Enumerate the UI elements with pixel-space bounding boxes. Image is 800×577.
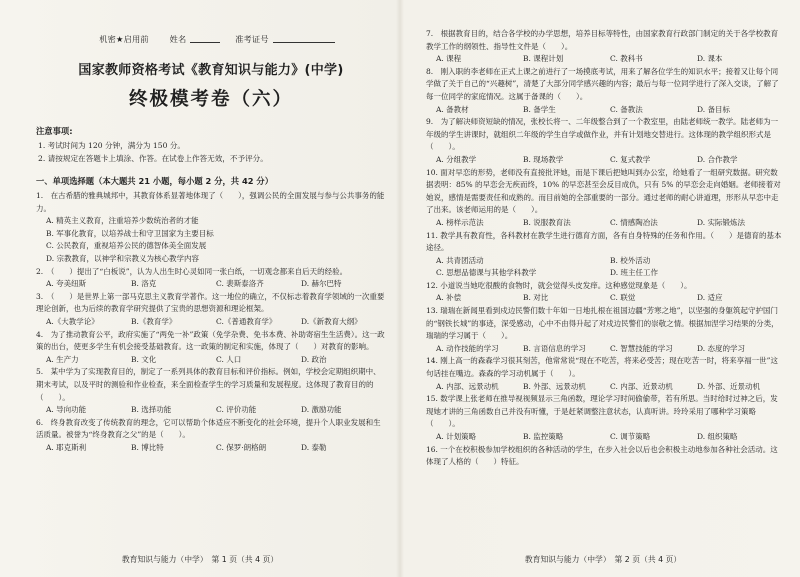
answer-option: B. 军事化教育，以培养战士和守卫国家为主要目标 bbox=[46, 228, 214, 238]
answer-option: D. 外部、近景动机 bbox=[697, 381, 761, 391]
answer-option: D. 课本 bbox=[697, 54, 723, 64]
question-list-right bbox=[426, 28, 784, 469]
page-footer: 教育知识与能力（中学） 第 1 页（共 4 页） bbox=[121, 555, 279, 564]
question bbox=[426, 393, 784, 443]
answer-option: A. 计划策略 bbox=[436, 432, 477, 441]
option-group bbox=[36, 215, 386, 265]
answer-option: C. 复式教学 bbox=[610, 154, 651, 164]
answer-option: A. 分组教学 bbox=[436, 154, 477, 164]
question bbox=[36, 190, 386, 266]
question bbox=[426, 230, 784, 280]
answer-option: C. 内部、近景动机 bbox=[610, 381, 673, 391]
answer-option: B. 选择功能 bbox=[131, 405, 172, 415]
question-stem: 6. 终身教育改变了传统教育的理念，它可以帮助个体适应不断变化的社会环境，提升个人职业发展和生活质量。被誉为“终身教育之父”的是（ ）。 bbox=[36, 417, 381, 440]
question-stem: 16. 一个在校积极参加学校组织的各种活动的学生，在步入社会以后也会积极主动地参加各种社会活动。这体现了人格的（ ）特征。 bbox=[426, 444, 778, 467]
answer-option: A. 共青团活动 bbox=[436, 255, 484, 265]
option-group bbox=[36, 278, 386, 291]
answer-option: C. 调节策略 bbox=[610, 432, 651, 441]
question-stem: 8. 刚入职的李老师在正式上课之前进行了一场摸底考试，用来了解各位学生的知识水平；接着又让每个同学做了关于自己的“兴趣树”，清楚了大部分同学感兴趣的内容；最后与每一位同学进行了深入交谈，了解了每一位同学的家庭情况。这属于备课的（ ）。 bbox=[426, 66, 779, 101]
answer-option: B. 文化 bbox=[131, 354, 157, 364]
answer-option: B. 博比特 bbox=[131, 442, 164, 452]
answer-option: B.《教育学》 bbox=[131, 316, 177, 326]
question-stem: 5. 某中学为了实现教育目的，制定了一系列具体的教育目标和评价指标。例如，学校会定期组织期中、期末考试，以及平时的测验和作业检查，来全面检查学生的学习质量和发展程度。这体现了教育目的的（ ）。 bbox=[36, 367, 381, 402]
question bbox=[426, 280, 784, 305]
answer-option: B. 洛克 bbox=[131, 279, 157, 289]
answer-option: A. 动作技能的学习 bbox=[436, 343, 499, 353]
answer-option: A. 导向功能 bbox=[46, 405, 87, 415]
answer-option: A.《大教学论》 bbox=[46, 316, 99, 326]
question-stem: 1. 在古希腊的雅典城邦中，其教育体系显著地体现了（ ），强调公民的全面发展与参与公共事务的能力。 bbox=[36, 191, 385, 213]
answer-option: B. 备学生 bbox=[523, 104, 556, 114]
question-stem: 11. 教学具有教育性，各科教材在教学生进行德育方面，各有自身特殊的任务和作用。（ ）是德育的基本途径。 bbox=[426, 230, 782, 253]
answer-option: D. 泰勒 bbox=[301, 442, 327, 452]
question-stem: 10. 面对早恋的形势，老师没有直接批评她，而是下课后把她叫到办公室，给她看了一组研究数据。研究数据表明：85% 的早恋会无疾而终，10% 的早恋甚至会反目成仇，只有 5% 的早恋会走向婚姻。老师接着对她说，感情是需要责任和成熟的。而目前她的全部重要的一部分。通过老师的耐心讲道理，形形从早恋中走了出来。该老师运用的是（ ）。 bbox=[426, 167, 781, 215]
answer-option: A. 耶克斯利 bbox=[46, 442, 87, 452]
answer-option: B. 言语信息的学习 bbox=[523, 343, 586, 353]
answer-option: C. 教科书 bbox=[610, 54, 643, 64]
secret-label: 机密★启用前 bbox=[99, 34, 149, 44]
answer-option: C.《普通教育学》 bbox=[216, 316, 277, 326]
question-stem: 3. （ ）是世界上第一部马克思主义教育学著作。这一地位的确立，不仅标志着教育学领域的一次重要理论创新，也为后续的教育学研究提供了宝贵的思想资源和理论框架。 bbox=[36, 291, 385, 314]
paper-title: 终极模考卷（六） bbox=[128, 89, 293, 110]
question-stem: 2. （ ）提出了“白板说”，认为人出生时心灵如同一张白纸，一切观念都来自后天的经验。 bbox=[36, 266, 348, 276]
ticket-label: 准考证号 bbox=[235, 34, 269, 44]
answer-option: C. 思想品德课与其他学科教学 bbox=[436, 268, 537, 278]
answer-option: A. 课程 bbox=[436, 54, 462, 64]
notice-item: 1. 考试时间为 120 分钟，满分为 150 分。 bbox=[38, 141, 186, 150]
answer-option: B. 现场教学 bbox=[523, 154, 564, 164]
question-stem: 7. 根据教育目的，结合各学校的办学思想，培养目标等特性，由国家教育行政部门制定的关于各学校教育教学工作的纲领性、指导性文件是（ ）。 bbox=[426, 29, 779, 51]
header-line bbox=[36, 34, 386, 45]
page-2 bbox=[406, 0, 800, 577]
answer-option: D. 备目标 bbox=[697, 104, 731, 114]
answer-option: A. 补偿 bbox=[436, 293, 462, 303]
exam-title: 国家教师资格考试《教育知识与能力》(中学) bbox=[78, 63, 344, 78]
answer-option: D. 适应 bbox=[697, 293, 723, 303]
answer-option: A. 备教材 bbox=[436, 104, 469, 114]
question-stem: 4. 为了推动教育公平，政府实施了“两免一补”政策（免学杂费、免书本费、补助寄宿生生活费）。这一政策的出台，使更多学生有机会接受基础教育。这一政策的制定和实施，体现了（ ）对教育的影响。 bbox=[36, 329, 385, 352]
question bbox=[426, 28, 784, 66]
notice-item: 2. 请按规定在答题卡上填涂、作答。在试卷上作答无效，不予评分。 bbox=[38, 153, 268, 163]
question bbox=[36, 329, 386, 367]
option-group bbox=[426, 255, 784, 280]
name-blank bbox=[190, 42, 220, 43]
question-stem: 12. 小道说当她吃很酸的食物时，就会觉得头皮发痒。这种感觉现象是（ ）。 bbox=[426, 280, 692, 290]
question-stem: 14. 刚上高一的森森学习很其刻苦，他常常说“现在不吃苦，将来必受苦；现在吃苦一时，将来享福一世”这句话挂在嘴边。森森的学习动机属于（ ）。 bbox=[426, 356, 778, 379]
answer-option: A. 榜样示范法 bbox=[436, 217, 484, 227]
answer-option: C. 裴斯泰洛齐 bbox=[216, 279, 264, 289]
answer-option: B. 外部、远景动机 bbox=[523, 381, 586, 391]
question-stem: 9. 为了解决师资短缺的情况，张校长将一、二年级整合到了一个教室里，由陆老师统一教学。陆老师为一年级的学生讲课时，就组织二年级的学生自学或做作业，并有计划地交替进行。这体现的教学组织形式是（ ）。 bbox=[426, 117, 779, 152]
question-list-left bbox=[36, 190, 386, 454]
option-group bbox=[36, 316, 386, 329]
question-stem: 13. 瑞瑞在新闻里看到戍边民警们数十年如一日地扎根在祖国边疆“芳寒之地”，以坚强的身躯筑起守护国门的“钢铁长城”的事迹，深受感动，心中不由得升起了对戍边民警们的崇敬之情。根据加涅学习结果的分类，瑞瑞的学习属于（ ）。 bbox=[426, 306, 779, 341]
answer-option: D. 实际锻炼法 bbox=[697, 217, 746, 227]
question bbox=[426, 444, 784, 469]
question bbox=[426, 167, 784, 230]
answer-option: C. 评价功能 bbox=[216, 405, 257, 415]
answer-option: D. 政治 bbox=[301, 354, 327, 364]
question bbox=[36, 366, 386, 416]
question bbox=[36, 291, 386, 329]
option-group bbox=[426, 53, 784, 66]
option-group bbox=[426, 431, 784, 444]
answer-option: D. 班主任工作 bbox=[610, 268, 659, 278]
notice-heading: 注意事项: bbox=[36, 126, 73, 136]
answer-option: D. 态度的学习 bbox=[697, 343, 746, 353]
answer-option: B. 监控策略 bbox=[523, 432, 564, 441]
answer-option: C. 备教法 bbox=[610, 104, 643, 114]
answer-option: C. 智慧技能的学习 bbox=[610, 343, 673, 353]
answer-option: B. 说服教育法 bbox=[523, 217, 571, 227]
option-group bbox=[426, 381, 784, 394]
answer-option: D.《新教育大纲》 bbox=[301, 316, 362, 326]
section-heading: 一、单项选择题（本大题共 21 小题，每小题 2 分，共 42 分） bbox=[36, 176, 274, 186]
question bbox=[426, 66, 784, 116]
question bbox=[36, 266, 386, 291]
option-group bbox=[36, 404, 386, 417]
answer-option: C. 人口 bbox=[216, 354, 242, 364]
answer-option: C. 联觉 bbox=[610, 293, 636, 303]
page-footer: 教育知识与能力（中学） 第 2 页（共 4 页） bbox=[524, 555, 682, 564]
answer-option: C. 公民教育，重视培养公民的德智体美全面发展 bbox=[46, 241, 207, 251]
question bbox=[36, 417, 386, 455]
answer-option: D. 激励功能 bbox=[301, 405, 342, 415]
answer-option: A. 内部、远景动机 bbox=[436, 381, 499, 391]
answer-option: D. 组织策略 bbox=[697, 432, 738, 441]
answer-option: A. 夸美纽斯 bbox=[46, 279, 87, 289]
option-group bbox=[426, 343, 784, 356]
answer-option: D. 宗教教育，以神学和宗教义为核心教学内容 bbox=[46, 253, 200, 263]
option-group bbox=[426, 292, 784, 305]
option-group bbox=[426, 217, 784, 230]
answer-option: C. 保罗·朗格朗 bbox=[216, 442, 267, 452]
answer-option: A. 生产力 bbox=[46, 354, 79, 364]
question bbox=[426, 305, 784, 355]
option-group bbox=[426, 104, 784, 117]
answer-option: B. 课程计划 bbox=[523, 54, 564, 64]
answer-option: B. 校外活动 bbox=[610, 255, 651, 265]
question bbox=[426, 116, 784, 166]
ticket-blank bbox=[273, 42, 335, 43]
name-label: 姓名 bbox=[169, 34, 187, 44]
question bbox=[426, 355, 784, 393]
option-group bbox=[426, 154, 784, 167]
option-group bbox=[36, 354, 386, 367]
option-group bbox=[36, 442, 386, 455]
answer-option: D. 合作教学 bbox=[697, 154, 738, 164]
answer-option: B. 对比 bbox=[523, 293, 549, 303]
answer-option: A. 精英主义教育，注重培养少数统治者的才能 bbox=[46, 216, 199, 226]
answer-option: D. 赫尔巴特 bbox=[301, 279, 342, 289]
answer-option: C. 情感陶冶法 bbox=[610, 217, 658, 227]
question-stem: 15. 数学课上张老师在推导视视频显示三角函数，理论学习时间偷偷带，若有所思。当时给时过神之后，发现她才讲的三角函数自己并没有听懂，于是赶紧调整注意状态，认真听讲。玲玲采用了哪种学习策略（ ）。 bbox=[426, 394, 778, 429]
